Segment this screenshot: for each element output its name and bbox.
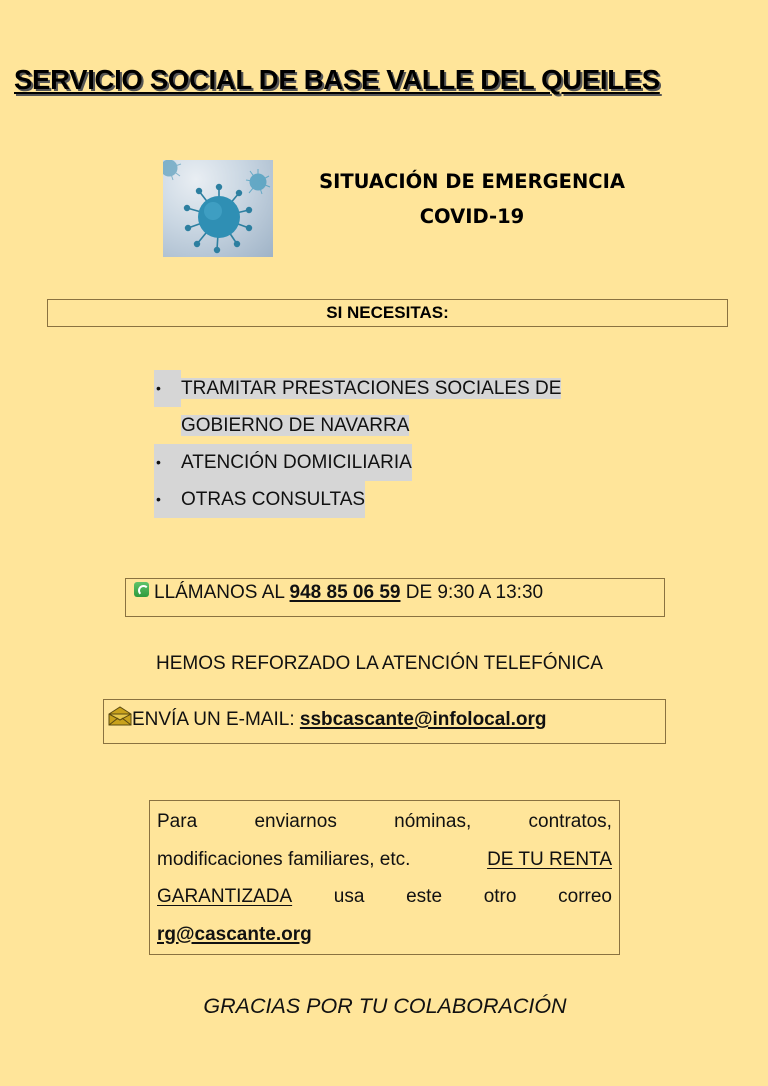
- email-box: [103, 699, 666, 744]
- coronavirus-image: [163, 160, 273, 257]
- word: usa: [333, 886, 365, 907]
- renta-underlined-1: DE TU RENTA: [487, 848, 612, 870]
- list-item-text: TRAMITAR PRESTACIONES SOCIALES DE: [181, 378, 562, 399]
- word: enviarnos: [254, 811, 337, 832]
- coronavirus-icon: [163, 160, 273, 257]
- renta-line-1: [157, 803, 612, 841]
- emergency-heading: [284, 164, 660, 234]
- bullet-icon: •: [154, 444, 181, 481]
- list-item-text: ATENCIÓN DOMICILIARIA: [181, 444, 412, 481]
- needs-list: [154, 370, 624, 518]
- renta-underlined-2: GARANTIZADA: [157, 886, 293, 907]
- list-item: [154, 370, 624, 444]
- emergency-line-1: SITUACIÓN DE EMERGENCIA: [319, 170, 625, 193]
- word: Para: [157, 811, 198, 832]
- list-item: [154, 444, 624, 481]
- email-link[interactable]: ssbcascante@infolocal.org: [299, 709, 547, 730]
- renta-line-3: [157, 878, 612, 916]
- list-item-text-continued: GOBIERNO DE NAVARRA: [181, 415, 410, 436]
- phone-icon: [134, 582, 149, 597]
- emergency-line-2: COVID-19: [419, 205, 525, 228]
- bullet-icon: •: [154, 481, 181, 518]
- word: contratos,: [528, 811, 612, 832]
- reinforced-notice: HEMOS REFORZADO LA ATENCIÓN TELEFÓNICA: [156, 653, 603, 674]
- needs-heading: SI NECESITAS:: [326, 303, 449, 322]
- renta-garantizada-box: [149, 800, 620, 955]
- thanks-footer: GRACIAS POR TU COLABORACIÓN: [203, 994, 567, 1018]
- phone-number-link[interactable]: 948 85 06 59: [289, 582, 401, 603]
- renta-email-link[interactable]: rg@cascante.org: [157, 923, 312, 945]
- word: otro: [483, 886, 517, 907]
- list-item-text: OTRAS CONSULTAS: [181, 481, 365, 518]
- word: este: [406, 886, 443, 907]
- renta-line-2: [157, 841, 612, 879]
- email-prefix: ENVÍA UN E-MAIL:: [132, 709, 300, 730]
- envelope-icon: [108, 706, 132, 726]
- phone-hours: DE 9:30 A 13:30: [400, 582, 544, 603]
- bullet-icon: •: [154, 370, 181, 407]
- phone-box: [125, 578, 665, 617]
- word: correo: [558, 886, 612, 907]
- needs-heading-box: [47, 299, 728, 327]
- renta-line-4: [157, 916, 612, 954]
- phone-prefix: LLÁMANOS AL: [154, 582, 290, 603]
- page-title: SERVICIO SOCIAL DE BASE VALLE DEL QUEILES: [14, 64, 660, 95]
- list-item: [154, 481, 624, 518]
- renta-line-2-text: modificaciones familiares, etc.: [157, 848, 416, 870]
- word: nóminas,: [394, 811, 472, 832]
